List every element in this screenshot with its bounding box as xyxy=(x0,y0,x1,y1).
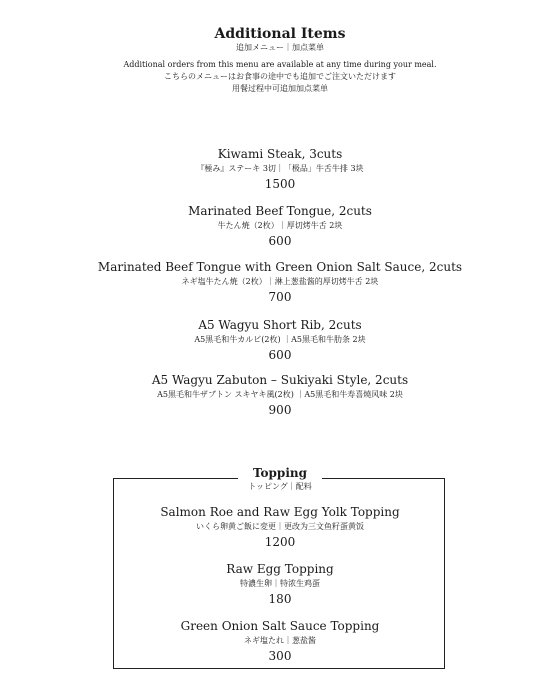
page-title: Additional Items xyxy=(214,26,346,42)
menu-item-translation: ネギ塩牛たん焼（2枚）｜淋上葱盐酱的厚切烤牛舌 2块 xyxy=(181,277,379,286)
topping-item xyxy=(0,561,560,607)
topping-item-translation: いくら卵黄ご飯に変更｜更改为三文鱼籽蛋黄饭 xyxy=(196,522,364,531)
topping-item-price: 1200 xyxy=(264,535,296,549)
menu-item-translation: A5黒毛和牛ザブトン スキヤキ風(2枚) ｜A5黒毛和牛寿喜燒风味 2块 xyxy=(157,390,403,399)
menu-item-translation: 牛たん焼（2枚）｜厚切烤牛舌 2块 xyxy=(217,221,343,230)
topping-item xyxy=(0,504,560,550)
menu-item-price: 600 xyxy=(268,348,292,362)
topping-subtitle: トッピング｜配料 xyxy=(248,482,312,491)
menu-item-name: A5 Wagyu Zabuton – Sukiyaki Style, 2cuts xyxy=(151,373,409,387)
intro-line-ja: こちらのメニューはお食事の途中でも追加でご注文いただけます xyxy=(164,72,396,81)
intro-line-zh: 用餐过程中可追加加点菜单 xyxy=(232,84,328,93)
intro-text xyxy=(0,59,560,95)
topping-item-translation: ネギ塩たれ｜葱盐酱 xyxy=(244,636,316,645)
topping-item-name: Raw Egg Topping xyxy=(226,562,334,576)
menu-item xyxy=(0,259,560,305)
menu-item-price: 700 xyxy=(268,290,292,304)
intro-line-en: Additional orders from this menu are available at any time during your meal. xyxy=(123,60,437,69)
menu-item-name: Kiwami Steak, 3cuts xyxy=(217,147,343,161)
topping-header-label xyxy=(238,465,322,492)
menu-item xyxy=(0,317,560,363)
topping-item-name: Green Onion Salt Sauce Topping xyxy=(180,619,380,633)
topping-title: Topping xyxy=(252,466,307,480)
topping-item xyxy=(0,618,560,664)
topping-item-translation: 特濃生卵｜特浓生鸡蛋 xyxy=(240,579,320,588)
topping-header xyxy=(0,465,560,493)
menu-item-name: A5 Wagyu Short Rib, 2cuts xyxy=(198,318,362,332)
menu-item-name: Marinated Beef Tongue with Green Onion Salt Sauce, 2cuts xyxy=(97,260,463,274)
menu-header xyxy=(0,26,560,95)
menu-item xyxy=(0,146,560,192)
menu-item-translation: A5黒毛和牛カルビ(2枚) ｜A5黒毛和牛肋条 2块 xyxy=(194,335,366,344)
menu-item-price: 1500 xyxy=(264,177,296,191)
topping-item-name: Salmon Roe and Raw Egg Yolk Topping xyxy=(160,505,400,519)
menu-item xyxy=(0,203,560,249)
topping-item-price: 300 xyxy=(268,649,292,663)
page-subtitle: 追加メニュー｜加点菜单 xyxy=(236,43,324,52)
menu-item-translation: 『極み』ステーキ 3切｜「极品」牛舌牛排 3块 xyxy=(196,164,364,173)
menu-item xyxy=(0,372,560,418)
menu-item-price: 600 xyxy=(268,234,292,248)
menu-item-price: 900 xyxy=(268,403,292,417)
menu-item-name: Marinated Beef Tongue, 2cuts xyxy=(188,204,372,218)
topping-item-price: 180 xyxy=(268,592,292,606)
